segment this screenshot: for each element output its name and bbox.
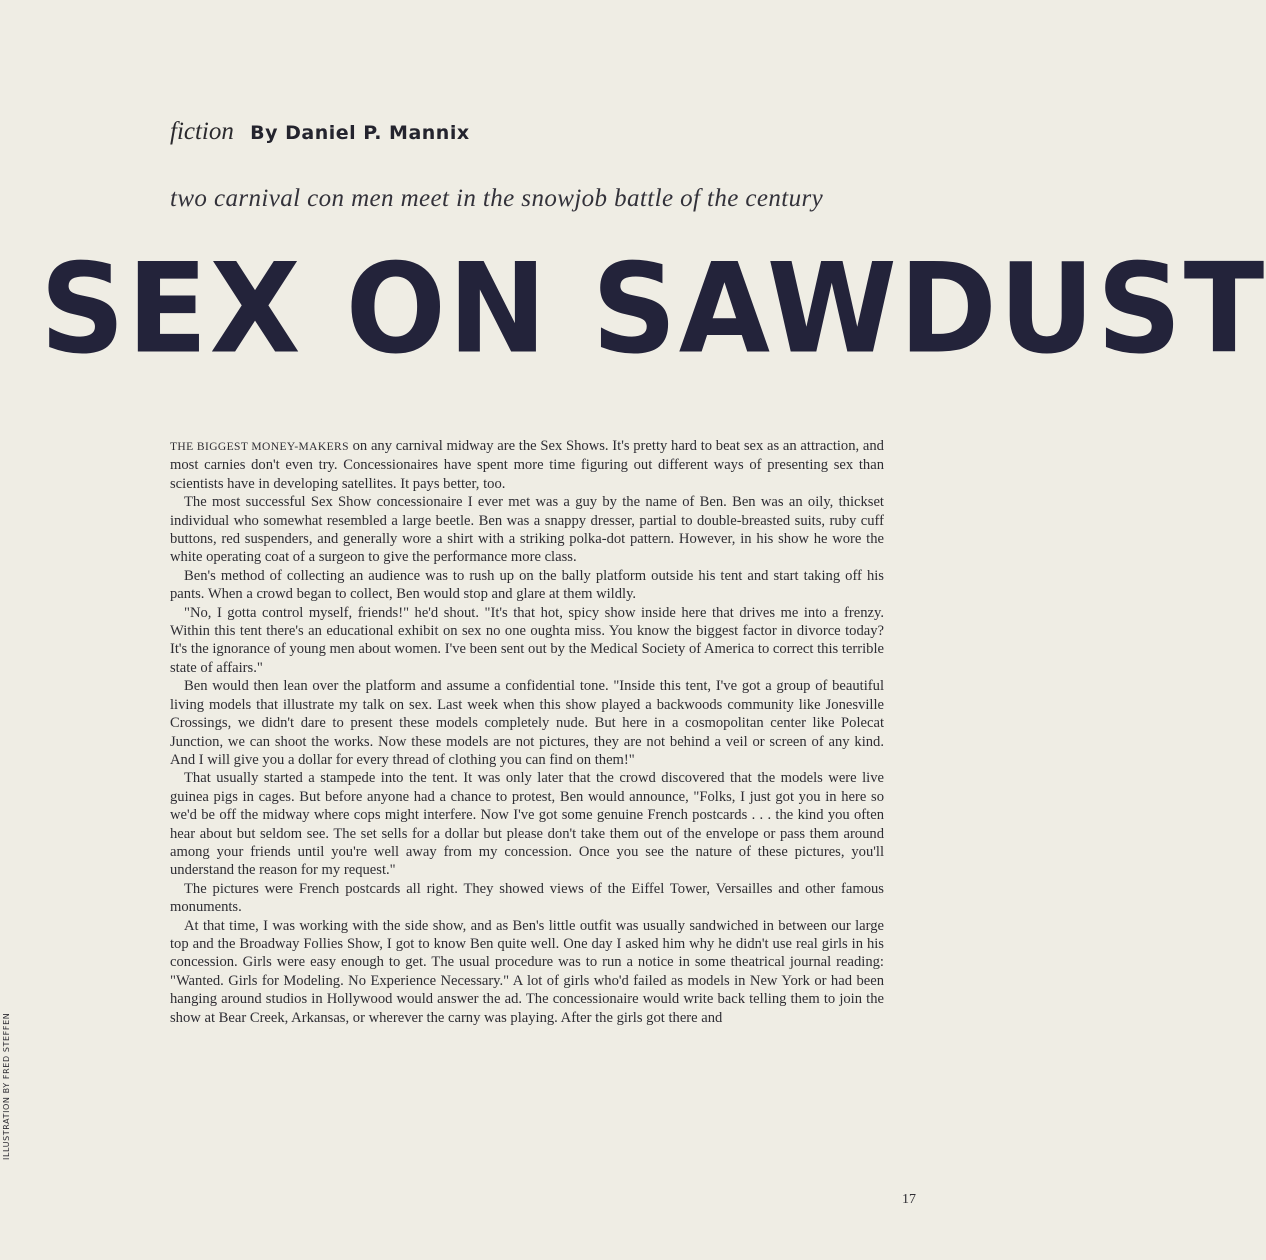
body-paragraph: Ben's method of collecting an audience was to rush up on the bally platform outside his tent and start taking off his pants. When a crowd began to collect, Ben would stop and glare at them wildly.	[170, 567, 884, 603]
article-deck: two carnival con men meet in the snowjob battle of the century	[170, 185, 824, 212]
body-paragraph: "No, I gotta control myself, friends!" he'd shout. "It's that hot, spicy show inside here that drives me into a frenzy. Within this tent there's an educational exhibit on sex no one oughta miss. You know the biggest factor in divorce today? It's the ignorance of young men about women. I've been sent out by the Medical Society of America to correct this terrible state of affairs."	[170, 604, 884, 676]
body-paragraph	[170, 437, 884, 493]
article-body	[170, 437, 884, 1027]
lead-in: THE BIGGEST MONEY-MAKERS	[170, 441, 349, 453]
body-paragraph: Ben would then lean over the platform and assume a confidential tone. "Inside this tent, I've got a group of beautiful living models that illustrate my talk on sex. Last week when this show played a backwoods community like Jonesville Crossings, we didn't dare to present these models completely nude. But here in a cosmopolitan center like Polecat Junction, we can shoot the works. Now these models are not pictures, they are not behind a veil or screen of any kind. And I will give you a dollar for every thread of clothing you can find on them!"	[170, 678, 884, 768]
article-headline: SEX ON SAWDUST	[40, 235, 1266, 381]
illustration-credit: ILLUSTRATION BY FRED STEFFEN	[2, 1012, 11, 1160]
body-paragraph: The pictures were French postcards all right. They showed views of the Eiffel Tower, Versailles and other famous monuments.	[170, 880, 884, 916]
author-name: By Daniel P. Mannix	[250, 122, 470, 144]
body-paragraph: At that time, I was working with the side show, and as Ben's little outfit was usually sandwiched in between our large top and the Broadway Follies Show, I got to know Ben quite well. One day I asked him why he didn't use real girls in his concession. Girls were easy enough to get. The usual procedure was to run a notice in some theatrical journal reading: "Wanted. Girls for Modeling. No Experience Necessary." A lot of girls who'd failed as models in New York or had been hanging around studios in Hollywood would answer the ad. The concessionaire would write back telling them to join the show at Bear Creek, Arkansas, or wherever the carny was playing. After the girls got there and	[170, 917, 884, 1026]
byline	[170, 118, 470, 146]
body-paragraph: The most successful Sex Show concessionaire I ever met was a guy by the name of Ben. Ben was an oily, thickset individual who somewhat resembled a large beetle. Ben was a snappy dresser, partial to double-breasted suits, ruby cuff buttons, red suspenders, and generally wore a shirt with a striking polka-dot pattern. However, in his show he wore the white operating coat of a surgeon to give the performance more class.	[170, 494, 884, 566]
section-label: fiction	[170, 118, 234, 145]
paragraph-text: on any carnival midway are the Sex Shows. It's pretty hard to beat sex as an attraction, and most carnies don't even try. Concessionaires have spent more time figuring out different ways of presenting sex than scientists have in developing satellites. It pays better, too.	[170, 438, 884, 492]
page-number: 17	[902, 1192, 916, 1207]
body-paragraph: That usually started a stampede into the tent. It was only later that the crowd discovered that the models were live guinea pigs in cages. But before anyone had a chance to protest, Ben would announce, "Folks, I just got you in here so we'd be off the midway where cops might interfere. Now I've got some genuine French postcards . . . the kind you often hear about but seldom see. The set sells for a dollar but please don't take them out of the envelope or pass them around among your friends until you're well away from my concession. Once you see the nature of these pictures, you'll understand the reason for my request."	[170, 770, 884, 879]
